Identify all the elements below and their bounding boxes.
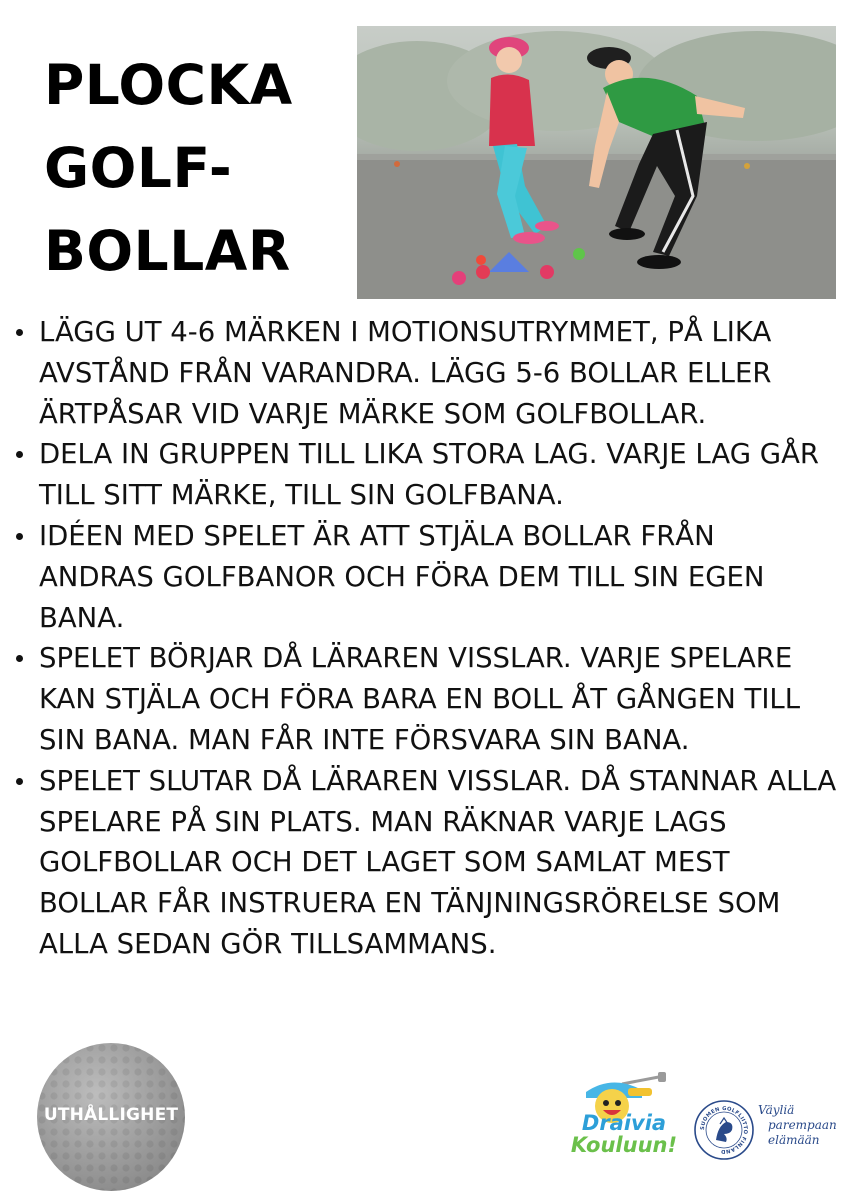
category-badge-label: UTHÅLLIGHET [43,1105,179,1125]
title-line-2: GOLF- [44,136,233,200]
rule-item: LÄGG UT 4-6 MÄRKEN I MOTIONSUTRYMMET, PÅ LIKA AVSTÅND FRÅN VARANDRA. LÄGG 5-6 BOLLAR ELLER ÄRTPÅSAR VID VARJE MÄRKE SOM GOLFBOLLAR. [14,312,838,434]
slogan-line-2: parempaan [768,1118,837,1132]
slogan-line-3: elämään [768,1133,820,1147]
golf-federation-seal-icon [694,1100,754,1160]
draivia-logo [568,1112,680,1156]
federation-slogan [758,1103,848,1148]
seal-text: SUOMEN GOLFLIITTO FINLAND [699,1105,749,1155]
rule-item: SPELET SLUTAR DÅ LÄRAREN VISSLAR. DÅ STANNAR ALLA SPELARE PÅ SIN PLATS. MAN RÄKNAR VARJE LAGS GOLFBOLLAR OCH DET LAGET SOM SAMLAT MEST BOLLAR FÅR INSTRUERA EN TÄNJNINGSRÖRELSE SOM ALLA SEDAN GÖR TILLSAMMANS. [14,761,838,965]
activity-photo [357,26,836,299]
title-line-1: PLOCKA [44,53,293,117]
page-title [44,44,293,293]
rules-list [14,312,838,965]
slogan-line-1: Väyliä [758,1103,795,1117]
rule-item: DELA IN GRUPPEN TILL LIKA STORA LAG. VARJE LAG GÅR TILL SITT MÄRKE, TILL SIN GOLFBANA. [14,434,838,516]
photo-illustration [357,26,836,299]
rule-item: IDÉEN MED SPELET ÄR ATT STJÄLA BOLLAR FRÅN ANDRAS GOLFBANOR OCH FÖRA DEM TILL SIN EGEN BANA. [14,516,838,638]
draivia-logo-line-2: Kouluun! [570,1133,678,1157]
rule-item: SPELET BÖRJAR DÅ LÄRAREN VISSLAR. VARJE SPELARE KAN STJÄLA OCH FÖRA BARA EN BOLL ÅT GÅNGEN TILL SIN BANA. MAN FÅR INTE FÖRSVARA SIN BANA. [14,638,838,760]
draivia-logo-line-1: Draivia [581,1111,667,1135]
title-line-3: BOLLAR [44,219,291,283]
